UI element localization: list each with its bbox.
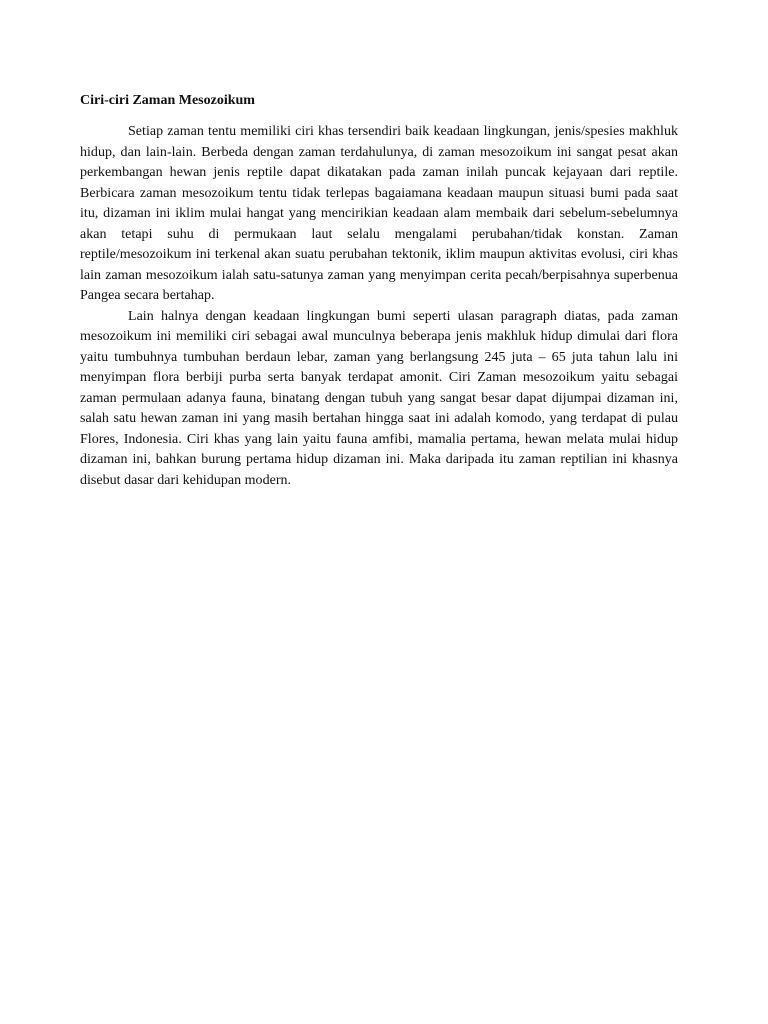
document-title: Ciri-ciri Zaman Mesozoikum [80, 93, 255, 108]
paragraph-2: Lain halnya dengan keadaan lingkungan bumi seperti ulasan paragraph diatas, pada zaman mesozoikum ini memiliki ciri sebagai awal munculnya beberapa jenis makhluk hidup dimulai dari flora yaitu tumbuhnya tumbuhan berdaun lebar, zaman yang berlangsung 245 juta – 65 juta tahun lalu ini menyimpan flora berbiji purba serta banyak terdapat amonit. Ciri Zaman mesozoikum yaitu sebagai zaman permulaan adanya fauna, binatang dengan tubuh yang sangat besar dapat dijumpai dizaman ini, salah satu hewan zaman ini yang masih bertahan hingga saat ini adalah komodo, yang terdapat di pulau Flores, Indonesia. Ciri khas yang lain yaitu fauna amfibi, mamalia pertama, hewan melata mulai hidup dizaman ini, bahkan burung pertama hidup dizaman ini. Maka daripada itu zaman reptilian ini khasnya disebut dasar dari kehidupan modern. [80, 308, 678, 488]
document-body [80, 91, 678, 491]
paragraph-1: Setiap zaman tentu memiliki ciri khas tersendiri baik keadaan lingkungan, jenis/spesies makhluk hidup, dan lain-lain. Berbeda dengan zaman terdahulunya, di zaman mesozoikum ini sangat pesat akan perkembangan hewan jenis reptile dapat dikatakan pada zaman inilah puncak kejayaan dari reptile. Berbicara zaman mesozoikum tentu tidak terlepas bagaiamana keadaan maupun situasi bumi pada saat itu, dizaman ini iklim mulai hangat yang mencirikian keadaan alam membaik dari sebelum-sebelumnya akan tetapi suhu di permukaan laut selalu mengalami perubahan/tidak konstan. Zaman reptile/mesozoikum ini terkenal akan suatu perubahan tektonik, iklim maupun aktivitas evolusi, ciri khas lain zaman mesozoikum ialah satu-satunya zaman yang menyimpan cerita pecah/berpisahnya superbenua Pangea secara bertahap. [80, 124, 678, 303]
